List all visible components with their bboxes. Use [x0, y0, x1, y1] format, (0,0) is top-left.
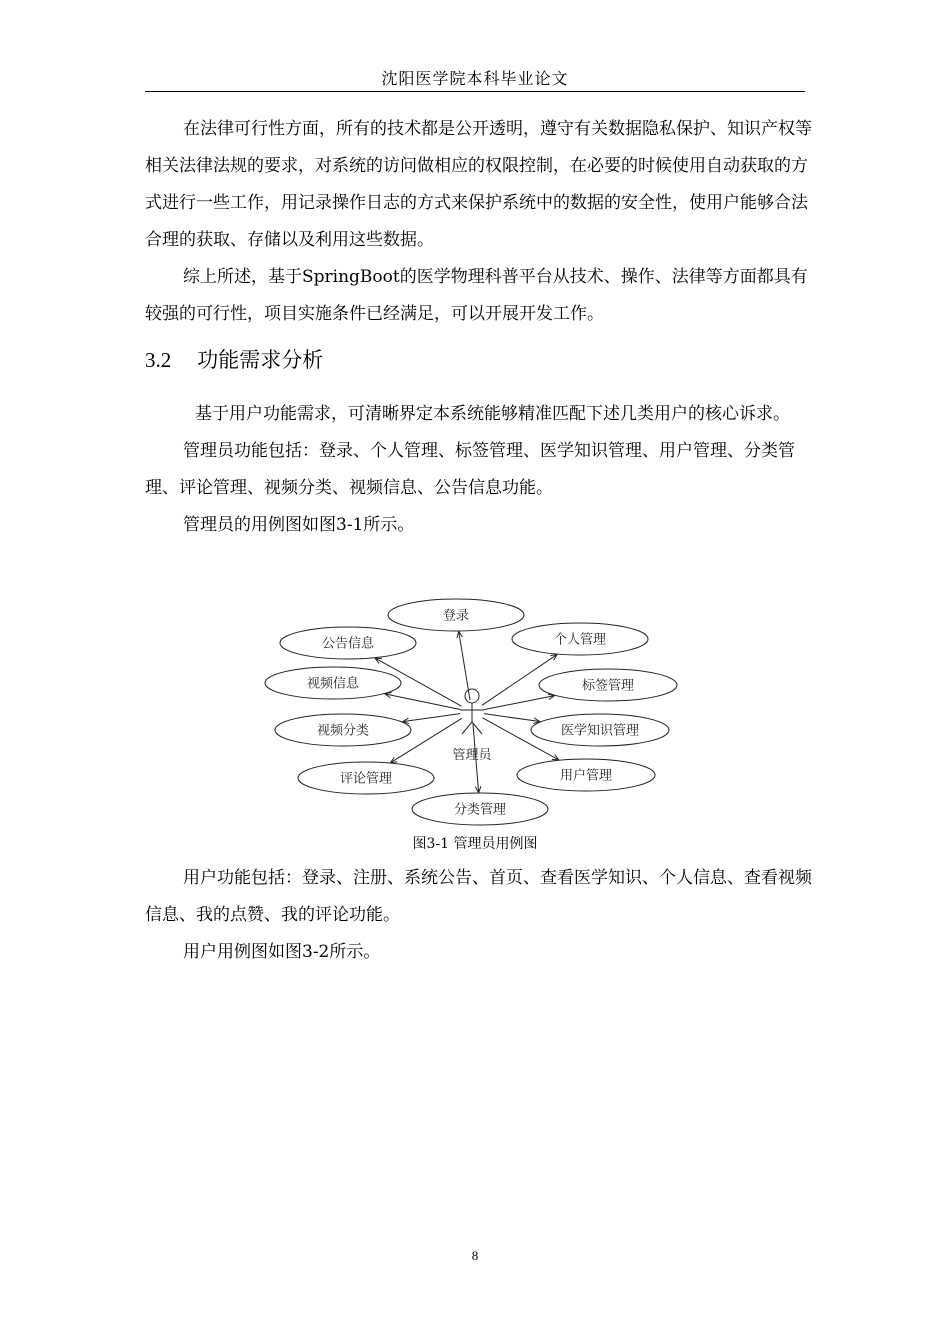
use-case-label: 视频信息	[306, 676, 360, 692]
section-title: 功能需求分析	[197, 348, 324, 372]
paragraph-admin-figure-ref: 管理员的用例图如图3-1所示。	[183, 515, 415, 535]
section-number: 3.2	[145, 348, 172, 372]
use-case	[298, 762, 434, 794]
figure-caption: 图3-1 管理员用例图	[412, 836, 538, 852]
requirements-text	[145, 396, 815, 544]
actor-figure	[460, 689, 484, 734]
use-case	[280, 627, 416, 659]
association-arrow	[484, 714, 540, 722]
use-case-label: 登录	[442, 608, 470, 624]
use-case-label: 个人管理	[553, 632, 607, 648]
header-rule	[145, 91, 805, 92]
use-case	[517, 759, 655, 791]
paragraph-user-figure-ref: 用户用例图如图3-2所示。	[183, 942, 381, 962]
paragraph-admin-functions: 管理员功能包括：登录、个人管理、标签管理、医学知识管理、用户管理、分类管理、评论管理、视频分类、视频信息、公告信息功能。	[145, 441, 795, 498]
use-case	[265, 667, 401, 699]
use-case	[512, 623, 648, 655]
use-case-label: 分类管理	[453, 802, 507, 818]
use-case-label: 标签管理	[581, 678, 635, 694]
feasibility-text	[145, 111, 815, 333]
section-heading	[145, 344, 323, 374]
use-case	[531, 714, 669, 746]
paragraph-user-functions: 用户功能包括：登录、注册、系统公告、首页、查看医学知识、个人信息、查看视频信息、我的点赞、我的评论功能。	[145, 868, 812, 925]
paragraph-intro: 基于用户功能需求，可清晰界定本系统能够精准匹配下述几类用户的核心诉求。	[195, 404, 790, 424]
use-case	[388, 599, 524, 631]
paragraph-summary: 综上所述，基于SpringBoot的医学物理科普平台从技术、操作、法律等方面都具有较强的可行性，项目实施条件已经满足，可以开展开发工作。	[145, 267, 808, 324]
use-case	[275, 714, 411, 746]
use-case-label: 医学知识管理	[560, 723, 640, 739]
actor-label: 管理员	[452, 748, 492, 763]
use-case-label: 视频分类	[316, 723, 370, 739]
association-arrow	[484, 696, 555, 710]
use-case-label: 评论管理	[339, 771, 393, 787]
page-header: 沈阳医学院本科毕业论文	[381, 69, 569, 88]
paragraph-legal-feasibility: 在法律可行性方面，所有的技术都是公开透明，遵守有关数据隐私保护、知识产权等相关法律法规的要求，对系统的访问做相应的权限控制，在必要的时候使用自动获取的方式进行一些工作，用记录操作日志的方式来保护系统中的数据的安全性，使用户能够合法合理的获取、存储以及利用这些数据。	[145, 119, 812, 250]
use-case-label: 公告信息	[321, 636, 375, 652]
association-arrow	[403, 714, 460, 722]
use-case	[539, 669, 677, 701]
admin-use-case-diagram	[262, 594, 690, 830]
association-arrow	[385, 694, 460, 710]
use-case-label: 用户管理	[559, 768, 613, 784]
page-number: 8	[471, 1248, 479, 1263]
use-case	[412, 793, 548, 825]
user-functions-text	[145, 860, 815, 971]
